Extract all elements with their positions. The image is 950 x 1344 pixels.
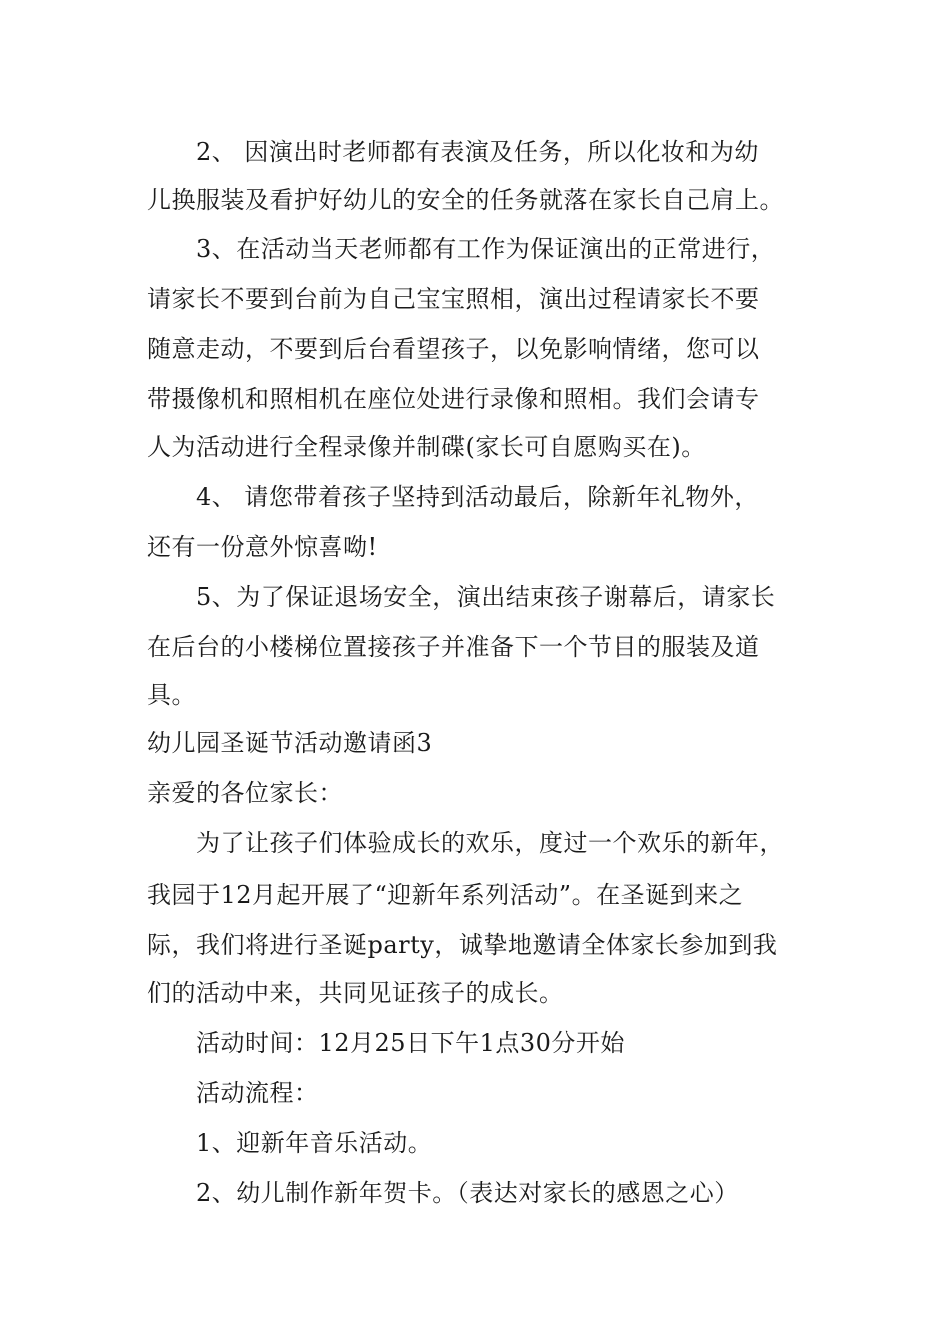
process-item-1: 1、迎新年音乐活动。 xyxy=(196,1129,433,1157)
paragraph-3-line-1: 3、在活动当天老师都有工作为保证演出的正常进行， xyxy=(196,235,776,263)
section-title: 幼儿园圣诞节活动邀请函3 xyxy=(147,729,433,757)
activity-process-heading: 活动流程： xyxy=(196,1079,319,1107)
intro-line-4: 们的活动中来，共同见证孩子的成长。 xyxy=(147,979,564,1007)
paragraph-4-line-1: 4、 请您带着孩子坚持到活动最后，除新年礼物外， xyxy=(196,483,759,511)
paragraph-3-line-5: 人为活动进行全程录像并制碟(家长可自愿购买在)。 xyxy=(147,433,706,461)
paragraph-5-line-1: 5、为了保证退场安全，演出结束孩子谢幕后，请家长 xyxy=(196,583,776,611)
intro-line-1: 为了让孩子们体验成长的欢乐，度过一个欢乐的新年， xyxy=(196,829,784,857)
activity-time: 活动时间：12月25日下午1点30分开始 xyxy=(196,1029,625,1057)
paragraph-3-line-3: 随意走动，不要到后台看望孩子，以免影响情绪，您可以 xyxy=(147,335,760,363)
paragraph-3-line-4: 带摄像机和照相机在座位处进行录像和照相。我们会请专 xyxy=(147,385,760,413)
paragraph-5-line-3: 具。 xyxy=(147,681,196,709)
process-item-2: 2、幼儿制作新年贺卡。（表达对家长的感恩之心） xyxy=(196,1179,739,1207)
paragraph-3-line-2: 请家长不要到台前为自己宝宝照相，演出过程请家长不要 xyxy=(147,285,760,313)
paragraph-5-line-2: 在后台的小楼梯位置接孩子并准备下一个节目的服装及道 xyxy=(147,633,760,661)
intro-line-2: 我园于12月起开展了“迎新年系列活动”。在圣诞到来之 xyxy=(147,881,744,909)
paragraph-2-line-2: 儿换服装及看护好幼儿的安全的任务就落在家长自己肩上。 xyxy=(147,186,784,214)
intro-line-3: 际，我们将进行圣诞party，诚挚地邀请全体家长参加到我 xyxy=(147,931,778,959)
paragraph-2-line-1: 2、 因演出时老师都有表演及任务，所以化妆和为幼 xyxy=(196,138,759,166)
paragraph-4-line-2: 还有一份意外惊喜呦! xyxy=(147,533,378,561)
salutation: 亲爱的各位家长： xyxy=(147,779,343,807)
